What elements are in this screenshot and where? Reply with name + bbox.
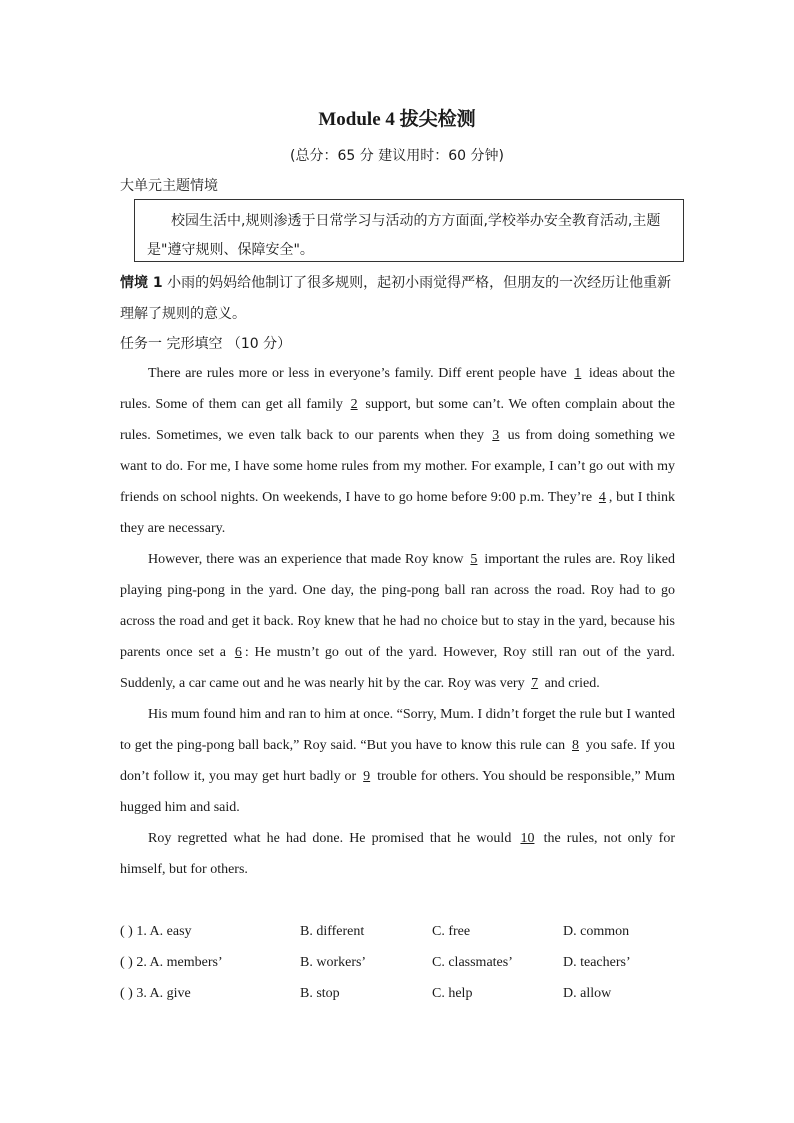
task-heading: 任务一 完形填空 （10 分） bbox=[120, 336, 292, 352]
passage-text: Roy regretted what he had done. He promised that he would bbox=[148, 831, 518, 846]
option-row bbox=[120, 986, 680, 1017]
cloze-blank[interactable]: 5 bbox=[470, 552, 478, 567]
passage-text: you safe. If you don’t follow it, you may get hurt badly or bbox=[120, 738, 675, 784]
option-d[interactable]: D. teachers’ bbox=[563, 955, 631, 970]
cloze-blank[interactable]: 1 bbox=[574, 366, 582, 381]
passage-paragraph bbox=[120, 358, 675, 544]
scenario-intro bbox=[120, 268, 680, 330]
page-subtitle: (总分：65 分 建议用时：60 分钟) bbox=[290, 148, 504, 164]
scenario-label: 情境 1 bbox=[120, 275, 163, 291]
passage-text: , but I think they are necessary. bbox=[120, 490, 675, 536]
passage-text: important the rules are. Roy liked playing ping-pong in the yard. One day, the ping-pong ball ran across the road. Roy had to go across the road and get it back. Roy knew that he had no choice but to stay in the yard, because his parents once set a bbox=[120, 552, 675, 660]
passage-paragraph bbox=[120, 699, 675, 823]
option-c[interactable]: C. help bbox=[432, 986, 473, 1001]
passage-text: support, but some can’t. We often complain about the rules. Sometimes, we even talk back to our parents when they bbox=[120, 397, 675, 443]
unit-theme-label: 大单元主题情境 bbox=[120, 178, 218, 194]
cloze-blank[interactable]: 4 bbox=[598, 490, 606, 505]
cloze-blank[interactable]: 9 bbox=[363, 769, 371, 784]
cloze-blank[interactable]: 2 bbox=[350, 397, 358, 412]
scenario-text: 小雨的妈妈给他制订了很多规则，起初小雨觉得严格，但朋友的一次经历让他重新理解了规则的意义。 bbox=[120, 275, 672, 322]
passage-paragraph bbox=[120, 823, 675, 885]
passage-paragraph bbox=[120, 544, 675, 699]
option-question[interactable]: ( ) 2. A. members’ bbox=[120, 955, 223, 970]
cloze-blank[interactable]: 7 bbox=[531, 676, 539, 691]
cloze-blank[interactable]: 6 bbox=[234, 645, 242, 660]
passage-text: : He mustn’t go out of the yard. However, Roy still ran out of the yard. Suddenly, a car came out and he was nearly hit by the car. Roy was very bbox=[120, 645, 676, 691]
passage-text: There are rules more or less in everyone’s family. Diff erent people have bbox=[148, 366, 572, 381]
theme-box-text: 校园生活中,规则渗透于日常学习与活动的方方面面,学校举办安全教育活动,主题是"遵守规则、保障安全"。 bbox=[147, 213, 661, 258]
passage-text: ideas about the rules. Some of them can get all family bbox=[120, 366, 675, 412]
passage-text: trouble for others. You should be responsible,” Mum hugged him and said. bbox=[120, 769, 675, 815]
option-b[interactable]: B. stop bbox=[300, 986, 340, 1001]
page-title: Module 4 拔尖检测 bbox=[318, 109, 476, 130]
option-b[interactable]: B. workers’ bbox=[300, 955, 367, 970]
option-c[interactable]: C. free bbox=[432, 924, 471, 939]
option-question[interactable]: ( ) 1. A. easy bbox=[120, 924, 192, 939]
passage-text: us from doing something we want to do. For me, I have some home rules from my mother. For example, I can’t go out with my friends on school nights. On weekends, I have to go home before 9:00 p.m. They’re bbox=[120, 428, 675, 505]
answer-options bbox=[120, 924, 680, 1017]
passage-text: the rules, not only for himself, but for others. bbox=[120, 831, 675, 877]
theme-box bbox=[134, 199, 684, 262]
option-d[interactable]: D. allow bbox=[563, 986, 612, 1001]
cloze-blank[interactable]: 10 bbox=[520, 831, 535, 846]
option-d[interactable]: D. common bbox=[563, 924, 630, 939]
option-row bbox=[120, 924, 680, 955]
option-c[interactable]: C. classmates’ bbox=[432, 955, 513, 970]
cloze-blank[interactable]: 8 bbox=[572, 738, 579, 753]
passage-text: and cried. bbox=[541, 676, 600, 691]
option-row bbox=[120, 955, 680, 986]
cloze-passage bbox=[120, 358, 675, 885]
passage-text: His mum found him and ran to him at once. “Sorry, Mum. I didn’t forget the rule but I wanted to get the ping-pong ball back,” Roy said. “But you have to know this rule can bbox=[120, 707, 675, 753]
passage-text: However, there was an experience that made Roy know bbox=[148, 552, 468, 567]
option-b[interactable]: B. different bbox=[300, 924, 365, 939]
cloze-blank[interactable]: 3 bbox=[492, 428, 500, 443]
option-question[interactable]: ( ) 3. A. give bbox=[120, 986, 191, 1001]
